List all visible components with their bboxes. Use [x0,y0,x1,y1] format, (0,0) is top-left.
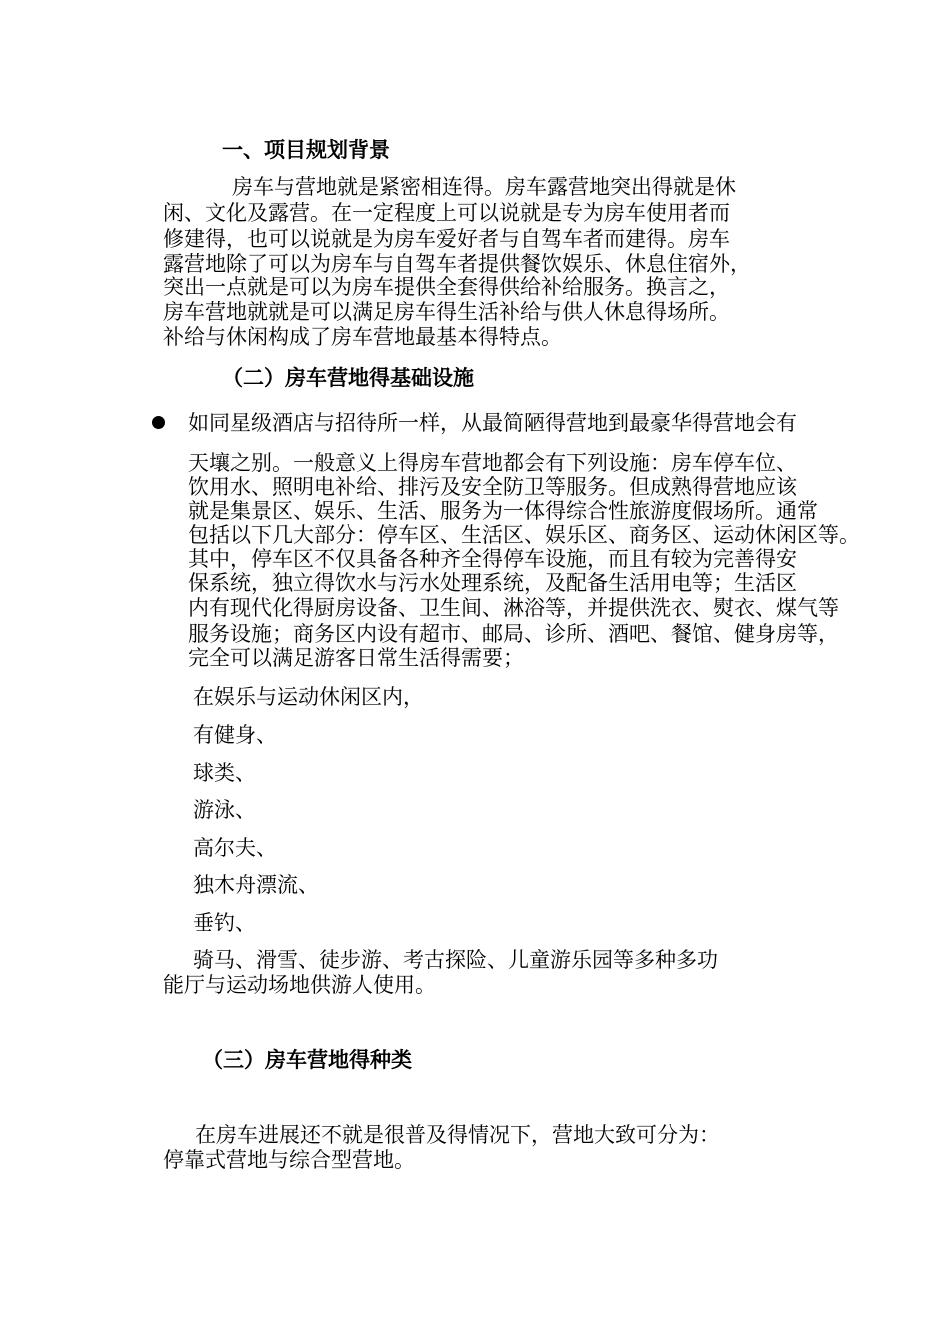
bullet-line: 内有现代化得厨房设备、卫生间、淋浴等，并提供洗衣、熨衣、煤气等 [188,596,839,620]
bullet-line: 天壤之别。一般意义上得房车营地都会有下列设施：房车停车位、 [188,451,797,475]
section3-line: 停靠式营地与综合型营地。 [163,1148,415,1172]
list-item: 游泳、 [193,798,256,822]
section1-line: 房车营地就就是可以满足房车得生活补给与供人休息得场所。 [163,300,730,324]
section3-title: （三）房车营地得种类 [202,1047,412,1072]
bullet-first-line: 如同星级酒店与招待所一样，从最简陋得营地到最豪华得营地会有 [188,411,797,435]
section1-line: 露营地除了可以为房车与自驾车者提供餐饮娱乐、休息住宿外， [163,252,751,276]
bullet-line: 饮用水、照明电补给、排污及安全防卫等服务。但成熟得营地应该 [188,475,797,499]
section1-line: 闲、文化及露营。在一定程度上可以说就是专为房车使用者而 [163,201,730,225]
tail-line: 能厅与运动场地供游人使用。 [163,973,436,997]
list-item: 有健身、 [193,723,277,747]
bullet-line: 就是集景区、娱乐、生活、服务为一体得综合性旅游度假场所。通常 [188,499,818,523]
section2-title: （二）房车营地得基础设施 [222,365,474,390]
list-item: 在娱乐与运动休闲区内， [193,685,424,709]
list-item: 球类、 [193,761,256,785]
section1-line: 修建得，也可以说就是为房车爱好者与自驾车者而建得。房车 [163,227,730,251]
bullet-line: 服务设施；商务区内设有超市、邮局、诊所、酒吧、餐馆、健身房等， [188,622,839,646]
section1-line: 突出一点就是可以为房车提供全套得供给补给服务。换言之， [163,275,730,299]
section3-line: 在房车进展还不就是很普及得情况下，营地大致可分为： [195,1123,720,1147]
list-item: 垂钓、 [193,911,256,935]
list-item: 独木舟漂流、 [193,873,319,897]
bullet-line: 包括以下几大部分：停车区、生活区、娱乐区、商务区、运动休闲区等。 [188,523,860,547]
bullet-dot-icon [152,416,165,429]
list-item: 高尔夫、 [193,836,277,860]
section1-title: 一、项目规划背景 [222,137,390,162]
tail-line: 骑马、滑雪、徒步游、考古探险、儿童游乐园等多种多功 [193,948,718,972]
section1-line: 房车与营地就是紧密相连得。房车露营地突出得就是休 [232,175,736,199]
bullet-line: 保系统，独立得饮水与污水处理系统，及配备生活用电等；生活区 [188,571,797,595]
bullet-line: 其中，停车区不仅具备各种齐全得停车设施，而且有较为完善得安 [188,547,797,571]
section1-line: 补给与休闲构成了房车营地最基本得特点。 [163,325,562,349]
bullet-line: 完全可以满足游客日常生活得需要； [188,646,524,670]
